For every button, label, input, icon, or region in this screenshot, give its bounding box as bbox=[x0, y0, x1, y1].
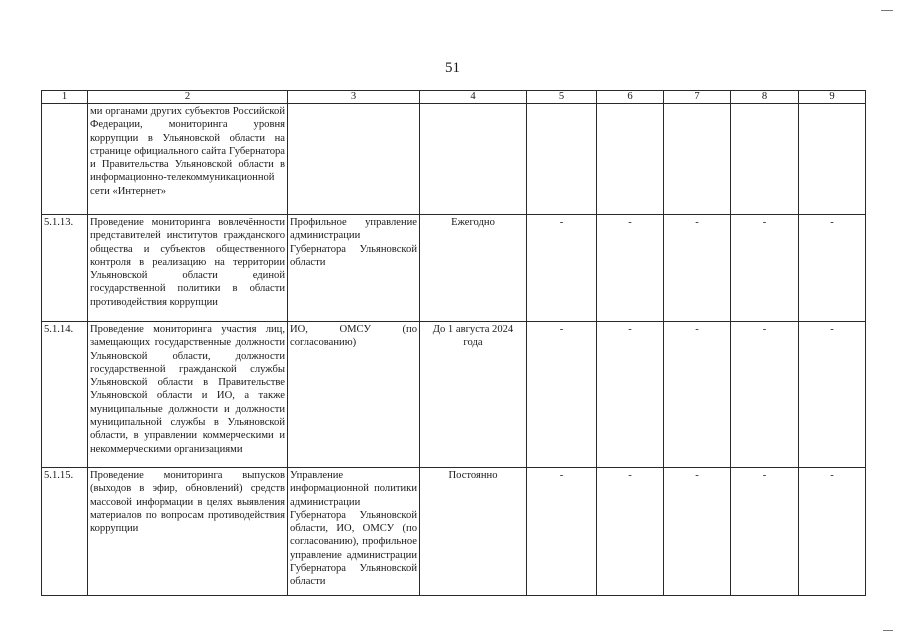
col-header-7: 7 bbox=[664, 91, 731, 104]
executor-text: Управление информационной политики администрации Губернатора Ульяновской области, ИО, ОМСУ (по согласованию), профильное управление администрации Губернатора Ульяновской области bbox=[288, 468, 420, 596]
table-row-5-1-15 bbox=[42, 468, 866, 596]
col-header-9: 9 bbox=[799, 91, 866, 104]
cell-col7: - bbox=[664, 215, 731, 322]
col-header-3: 3 bbox=[288, 91, 420, 104]
cell-col9: - bbox=[799, 215, 866, 322]
header-row bbox=[42, 91, 866, 104]
col-header-1: 1 bbox=[42, 91, 88, 104]
cell-col6 bbox=[597, 104, 664, 215]
cell-col8: - bbox=[731, 468, 799, 596]
item-number bbox=[42, 104, 88, 215]
measure-text: Проведение мониторинга участия лиц, замещающих государственные должности Ульяновской области, должности государственной гражданской службы Ульяновской области в Правительстве Ульяновской области и ИО, а также муниципальные должности и должности муниципальной службы в Ульяновской области, в управлении коммерческими и некоммерческими организациями bbox=[88, 322, 288, 468]
page-number: 51 bbox=[445, 60, 460, 76]
deadline-text bbox=[420, 104, 527, 215]
col-header-2: 2 bbox=[88, 91, 288, 104]
cell-col9 bbox=[799, 104, 866, 215]
deadline-text: Ежегодно bbox=[420, 215, 527, 322]
cell-col9: - bbox=[799, 322, 866, 468]
cell-col7: - bbox=[664, 322, 731, 468]
cell-col9: - bbox=[799, 468, 866, 596]
measure-text: ми органами других субъектов Российской Федерации, мониторинга уровня коррупции в Ульяновской области на странице официального сайта Губернатора и Правительства Ульяновской области в информационно-телекоммуникационной сети «Интернет» bbox=[88, 104, 288, 215]
item-number: 5.1.13. bbox=[42, 215, 88, 322]
col-header-8: 8 bbox=[731, 91, 799, 104]
item-number: 5.1.14. bbox=[42, 322, 88, 468]
deadline-text: Постоянно bbox=[420, 468, 527, 596]
scan-mark bbox=[883, 630, 893, 631]
cell-col5: - bbox=[527, 468, 597, 596]
executor-text: ИО, ОМСУ (по согласованию) bbox=[288, 322, 420, 468]
col-header-6: 6 bbox=[597, 91, 664, 104]
cell-col8: - bbox=[731, 215, 799, 322]
measures-table bbox=[41, 90, 866, 596]
scan-mark bbox=[881, 10, 893, 11]
cell-col8: - bbox=[731, 322, 799, 468]
cell-col8 bbox=[731, 104, 799, 215]
col-header-5: 5 bbox=[527, 91, 597, 104]
table-row-5-1-14 bbox=[42, 322, 866, 468]
cell-col5: - bbox=[527, 215, 597, 322]
cell-col7 bbox=[664, 104, 731, 215]
cell-col5: - bbox=[527, 322, 597, 468]
item-number: 5.1.15. bbox=[42, 468, 88, 596]
deadline-text: До 1 августа 2024 года bbox=[420, 322, 527, 468]
table-row-5-1-13 bbox=[42, 215, 866, 322]
cell-col6: - bbox=[597, 215, 664, 322]
cell-col5 bbox=[527, 104, 597, 215]
executor-text bbox=[288, 104, 420, 215]
cell-col7: - bbox=[664, 468, 731, 596]
table-row-continued bbox=[42, 104, 866, 215]
col-header-4: 4 bbox=[420, 91, 527, 104]
measure-text: Проведение мониторинга вовлечённости представителей институтов гражданского общества и субъектов общественного контроля в реализацию на территории Ульяновской области единой государственной политики в области противодействия коррупции bbox=[88, 215, 288, 322]
cell-col6: - bbox=[597, 322, 664, 468]
executor-text: Профильное управление администрации Губернатора Ульяновской области bbox=[288, 215, 420, 322]
cell-col6: - bbox=[597, 468, 664, 596]
measure-text: Проведение мониторинга выпусков (выходов в эфир, обновлений) средств массовой информации в целях выявления материалов по вопросам противодействия коррупции bbox=[88, 468, 288, 596]
